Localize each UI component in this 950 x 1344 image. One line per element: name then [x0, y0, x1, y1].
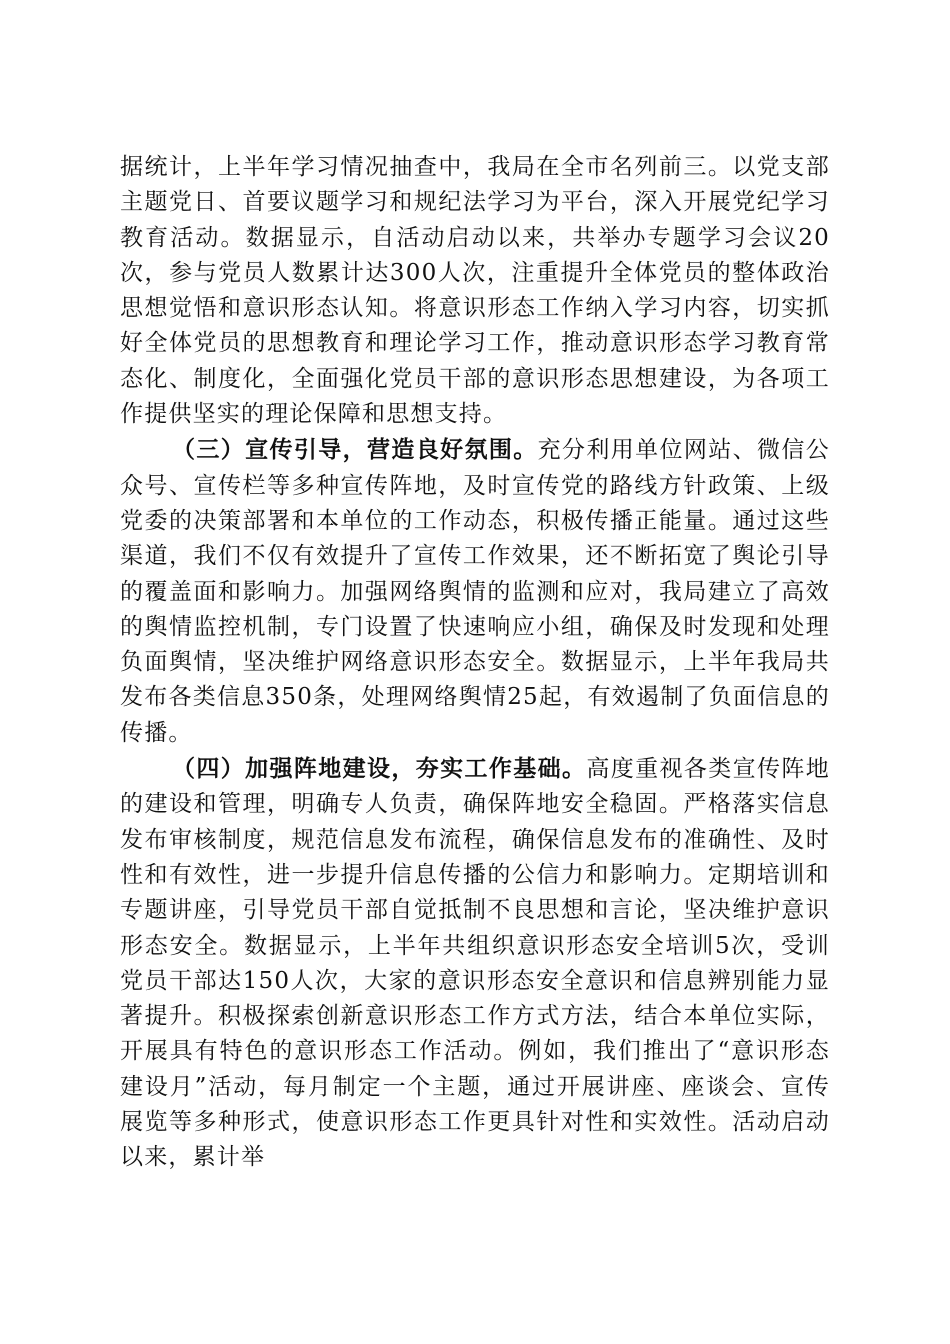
- paragraph-text: 充分利用单位网站、微信公众号、宣传栏等多种宣传阵地，及时宣传党的路线方针政策、上级党委的决策部署和本单位的工作动态，积极传播正能量。通过这些渠道，我们不仅有效提升了宣传工作效果，还不断拓宽了舆论引导的覆盖面和影响力。加强网络舆情的监测和应对，我局建立了高效的舆情监控机制，专门设置了快速响应小组，确保及时发现和处理负面舆情，坚决维护网络意识形态安全。数据显示，上半年我局共发布各类信息350条，处理网络舆情25起，有效遏制了负面信息的传播。: [120, 437, 830, 746]
- paragraph-section-four: [120, 751, 830, 1176]
- paragraph-section-three: [120, 432, 830, 751]
- document-body: [120, 150, 830, 1176]
- paragraph-continuation: [120, 150, 830, 432]
- paragraph-text: 据统计，上半年学习情况抽查中，我局在全市名列前三。以党支部主题党日、首要议题学习和规纪法学习为平台，深入开展党纪学习教育活动。数据显示，自活动启动以来，共举办专题学习会议20次，参与党员人数累计达300人次，注重提升全体党员的整体政治思想觉悟和意识形态认知。将意识形态工作纳入学习内容，切实抓好全体党员的思想教育和理论学习工作，推动意识形态学习教育常态化、制度化，全面强化党员干部的意识形态思想建设，为各项工作提供坚实的理论保障和思想支持。: [120, 154, 830, 428]
- paragraph-text: 高度重视各类宣传阵地的建设和管理，明确专人负责，确保阵地安全稳固。严格落实信息发布审核制度，规范信息发布流程，确保信息发布的准确性、及时性和有效性，进一步提升信息传播的公信力和影响力。定期培训和专题讲座，引导党员干部自觉抵制不良思想和言论，坚决维护意识形态安全。数据显示，上半年共组织意识形态安全培训5次，受训党员干部达150人次，大家的意识形态安全意识和信息辨别能力显著提升。积极探索创新意识形态工作方式方法，结合本单位实际，开展具有特色的意识形态工作活动。例如，我们推出了“意识形态建设月”活动，每月制定一个主题，通过开展讲座、座谈会、宣传展览等多种形式，使意识形态工作更具针对性和实效性。活动启动以来，累计举: [120, 756, 830, 1171]
- section-heading: （四）加强阵地建设，夯实工作基础。: [172, 755, 587, 783]
- section-heading: （三）宣传引导，营造良好氛围。: [172, 436, 538, 464]
